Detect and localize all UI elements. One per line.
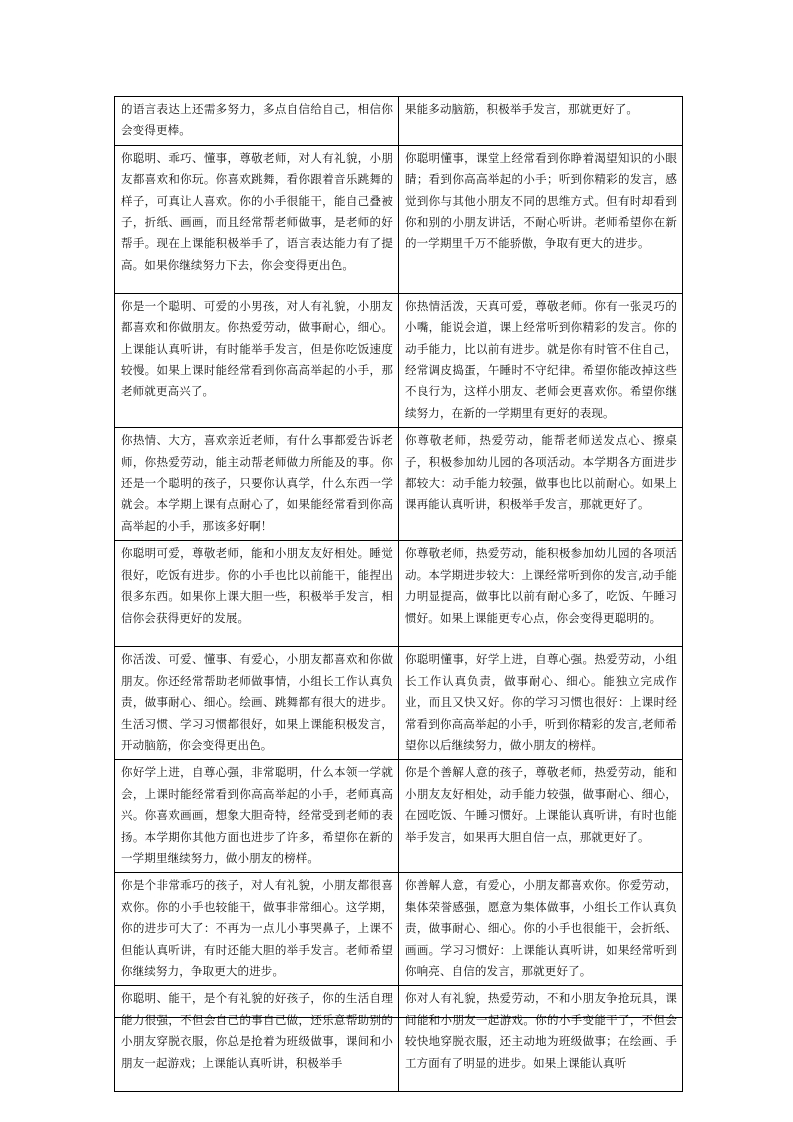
comment-cell-right: 果能多动脑筋，积极举手发言，那就更好了。 xyxy=(399,97,683,146)
table-row xyxy=(115,428,683,541)
comment-cell-left: 你热情、大方，喜欢亲近老师，有什么事都爱告诉老师，你热爱劳动，能主动帮老师做力所能及的事。你还是一个聪明的孩子，只要你认真学，什么东西一学就会。本学期上课有点耐心了，如果能经常看到你高高举起的小手，那该多好啊！ xyxy=(115,428,399,541)
table-row xyxy=(115,293,683,427)
table-row xyxy=(115,541,683,647)
comment-cell-left: 你聪明可爱，尊敬老师，能和小朋友友好相处。睡觉很好，吃饭有进步。你的小手也比以前能干，能捏出很多东西。如果你上课大胆一些，积极举手发言，相信你会获得更好的发展。 xyxy=(115,541,399,647)
table-row xyxy=(115,986,683,1092)
table-row xyxy=(115,873,683,986)
comment-cell-right: 你善解人意，有爱心，小朋友都喜欢你。你爱劳动，集体荣誉感强，愿意为集体做事，小组长工作认真负责，做事耐心、细心。你的小手也很能干，会折纸、画画。学习习惯好：上课能认真听讲，如果经常听到你响亮、自信的发言，那就更好了。 xyxy=(399,873,683,986)
comment-cell-right: 你对人有礼貌，热爱劳动，不和小朋友争抢玩具，课间能和小朋友一起游戏。你的小手变能干了，不但会较快地穿脱衣服，还主动地为班级做事；在绘画、手工方面有了明显的进步。如果上课能认真听 xyxy=(399,986,683,1092)
table-row xyxy=(115,760,683,873)
comment-cell-left: 你聪明、能干，是个有礼貌的好孩子，你的生活自理能力很强，不但会自己的事自己做，还乐意帮助别的小朋友穿脱衣服，你总是抢着为班级做事，课间和小朋友一起游戏；上课能认真听讲，积极举手 xyxy=(115,986,399,1092)
comment-cell-left: 你是个非常乖巧的孩子，对人有礼貌，小朋友都很喜欢你。你的小手也较能干，做事非常细心。这学期，你的进步可大了：不再为一点儿小事哭鼻子，上课不但能认真听讲，有时还能大胆的举手发言。老师希望你继续努力，争取更大的进步。 xyxy=(115,873,399,986)
comment-cell-left: 的语言表达上还需多努力，多点自信给自己，相信你会变得更棒。 xyxy=(115,97,399,146)
table-row xyxy=(115,647,683,760)
comment-cell-right: 你聪明懂事，课堂上经常看到你睁着渴望知识的小眼睛；看到你高高举起的小手；听到你精彩的发言，感觉到你与其他小朋友不同的思维方式。但有时却看到你和别的小朋友讲话，不耐心听讲。老师希望你在新的一学期里千万不能骄傲，争取有更大的进步。 xyxy=(399,145,683,293)
comment-cell-left: 你聪明、乖巧、懂事，尊敬老师，对人有礼貌，小朋友都喜欢和你玩。你喜欢跳舞，看你跟着音乐跳舞的样子，可真让人喜欢。你的小手很能干，能自己叠被子，折纸、画画，而且经常帮老师做事，是老师的好帮手。现在上课能积极举手了，语言表达能力有了提高。如果你继续努力下去，你会变得更出色。 xyxy=(115,145,399,293)
comment-cell-right: 你是个善解人意的孩子，尊敬老师，热爱劳动，能和小朋友友好相处，动手能力较强，做事耐心、细心，在园吃饭、午睡习惯好。上课能认真听讲，有时也能举手发言，如果再大胆自信一点，那就更好了。 xyxy=(399,760,683,873)
table-row xyxy=(115,145,683,293)
comment-cell-left: 你活泼、可爱、懂事、有爱心，小朋友都喜欢和你做朋友。你还经常帮助老师做事情，小组长工作认真负责，做事耐心、细心。绘画、跳舞都有很大的进步。生活习惯、学习习惯都很好，如果上课能积极发言，开动脑筋，你会变得更出色。 xyxy=(115,647,399,760)
table-row xyxy=(115,97,683,146)
comments-table xyxy=(114,96,683,1092)
comment-cell-right: 你热情活泼，天真可爱，尊敬老师。你有一张灵巧的小嘴，能说会道，课上经常听到你精彩的发言。你的动手能力，比以前有进步。就是你有时管不住自己，经常调皮捣蛋，午睡时不守纪律。希望你能改掉这些不良行为，这样小朋友、老师会更喜欢你。希望你继续努力，在新的一学期里有更好的表现。 xyxy=(399,293,683,427)
comment-cell-left: 你好学上进，自尊心强，非常聪明，什么本领一学就会，上课时能经常看到你高高举起的小手，老师真高兴。你喜欢画画，想象大胆奇特，经常受到老师的表扬。本学期你其他方面也进步了许多，希望你在新的一学期里继续努力，做小朋友的榜样。 xyxy=(115,760,399,873)
comment-sheet xyxy=(114,96,682,1070)
comment-cell-right: 你聪明懂事，好学上进，自尊心强。热爱劳动，小组长工作认真负责，做事耐心、细心。能独立完成作业，而且又快又好。你的学习习惯也很好：上课时经常看到你高高举起的小手，听到你精彩的发言,老师希望你以后继续努力，做小朋友的榜样。 xyxy=(399,647,683,760)
comment-cell-left: 你是一个聪明、可爱的小男孩，对人有礼貌，小朋友都喜欢和你做朋友。你热爱劳动，做事耐心，细心。上课能认真听讲，有时能举手发言，但是你吃饭速度较慢。如果上课时能经常看到你高高举起的小手，那老师就更高兴了。 xyxy=(115,293,399,427)
comment-cell-right: 你尊敬老师，热爱劳动，能帮老师送发点心、擦桌子，积极参加幼儿园的各项活动。本学期各方面进步都较大：动手能力较强，做事也比以前耐心。如果上课再能认真听讲，积极举手发言，那就更好了。 xyxy=(399,428,683,541)
comment-cell-right: 你尊敬老师，热爱劳动，能积极参加幼儿园的各项活动。本学期进步较大：上课经常听到你的发言,动手能力明显提高，做事比以前有耐心多了，吃饭、午睡习惯好。如果上课能更专心点，你会变得更聪明的。 xyxy=(399,541,683,647)
